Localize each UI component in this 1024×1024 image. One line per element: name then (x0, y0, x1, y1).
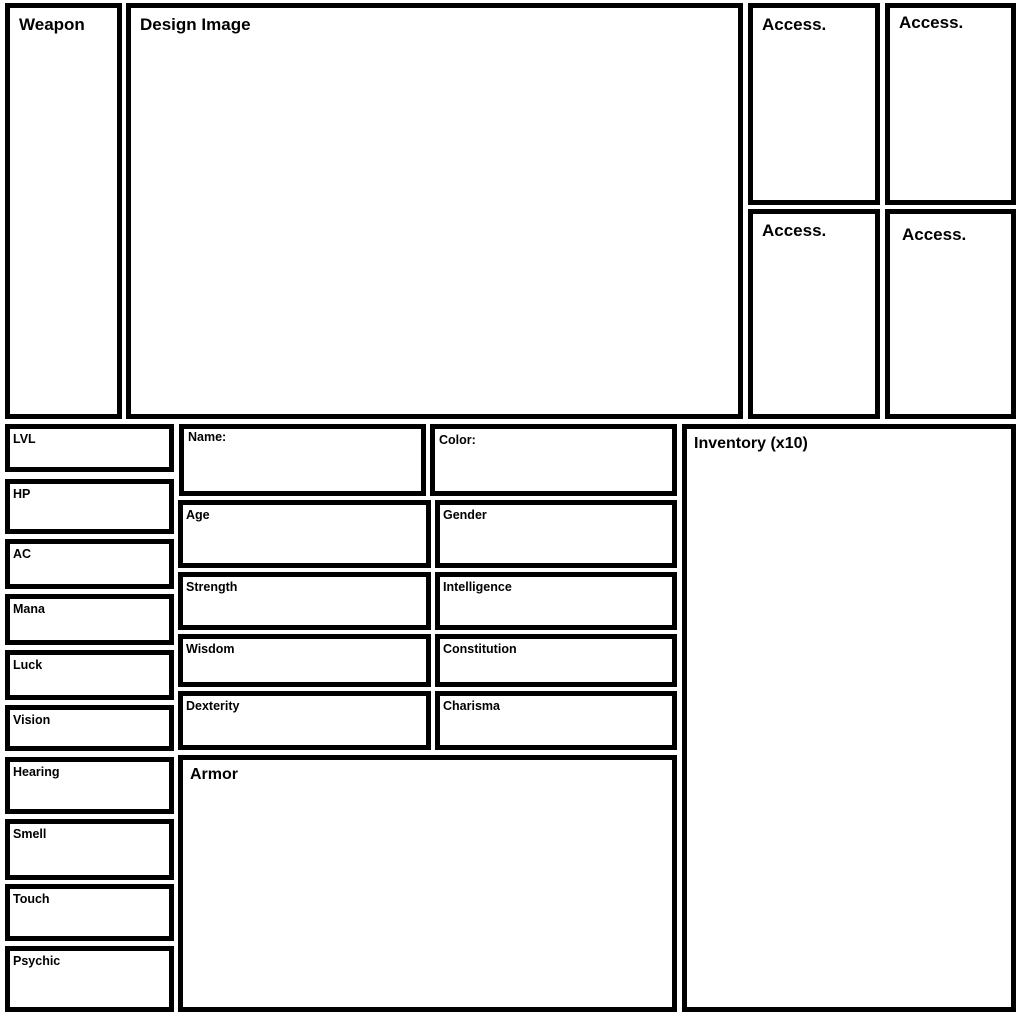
accessory-label: Access. (762, 221, 827, 240)
age-label: Age (186, 508, 210, 522)
armor-label: Armor (190, 766, 239, 783)
stat-box-touch[interactable] (5, 884, 174, 941)
stat-box-hearing[interactable] (5, 757, 174, 814)
wisdom-label: Wisdom (186, 642, 235, 656)
stat-label: Luck (13, 658, 43, 672)
color-label: Color: (439, 433, 476, 447)
inventory-label: Inventory (x10) (694, 435, 808, 452)
constitution-box[interactable] (435, 634, 677, 687)
stat-box-vision[interactable] (5, 705, 174, 751)
stat-box-luck[interactable] (5, 650, 174, 700)
stat-label: LVL (13, 432, 36, 446)
stat-box-psychic[interactable] (5, 946, 174, 1012)
charisma-label: Charisma (443, 699, 500, 713)
stat-label: AC (13, 547, 32, 561)
accessory-box-1[interactable] (748, 3, 880, 205)
name-label: Name: (188, 430, 227, 444)
dexterity-box[interactable] (178, 691, 431, 750)
stat-label: Mana (13, 602, 45, 616)
design-image-label: Design Image (140, 15, 251, 34)
age-box[interactable] (178, 500, 431, 568)
weapon-box[interactable] (5, 3, 122, 419)
stat-box-ac[interactable] (5, 539, 174, 589)
stat-label: Hearing (13, 765, 60, 779)
constitution-label: Constitution (443, 642, 517, 656)
charisma-box[interactable] (435, 691, 677, 750)
stat-box-hp[interactable] (5, 479, 174, 534)
accessory-box-4[interactable] (885, 209, 1016, 419)
weapon-label: Weapon (19, 15, 85, 34)
intelligence-label: Intelligence (443, 580, 512, 594)
gender-box[interactable] (435, 500, 677, 568)
wisdom-box[interactable] (178, 634, 431, 687)
name-box[interactable] (179, 424, 426, 496)
accessory-label: Access. (899, 13, 964, 32)
accessory-label: Access. (762, 15, 827, 34)
stat-box-smell[interactable] (5, 819, 174, 880)
design-image-box[interactable] (126, 3, 743, 419)
strength-label: Strength (186, 580, 238, 594)
stat-label: Psychic (13, 954, 61, 968)
stat-box-lvl[interactable] (5, 424, 174, 472)
accessory-box-3[interactable] (748, 209, 880, 419)
inventory-box[interactable] (682, 424, 1016, 1012)
dexterity-label: Dexterity (186, 699, 240, 713)
accessory-label: Access. (902, 225, 967, 244)
strength-box[interactable] (178, 572, 431, 630)
stat-label: Touch (13, 892, 50, 906)
gender-label: Gender (443, 508, 487, 522)
stat-label: HP (13, 487, 31, 501)
stat-box-mana[interactable] (5, 594, 174, 645)
stat-label: Smell (13, 827, 47, 841)
color-box[interactable] (430, 424, 677, 496)
armor-box[interactable] (178, 755, 677, 1012)
stat-label: Vision (13, 713, 51, 727)
accessory-box-2[interactable] (885, 3, 1016, 205)
intelligence-box[interactable] (435, 572, 677, 630)
